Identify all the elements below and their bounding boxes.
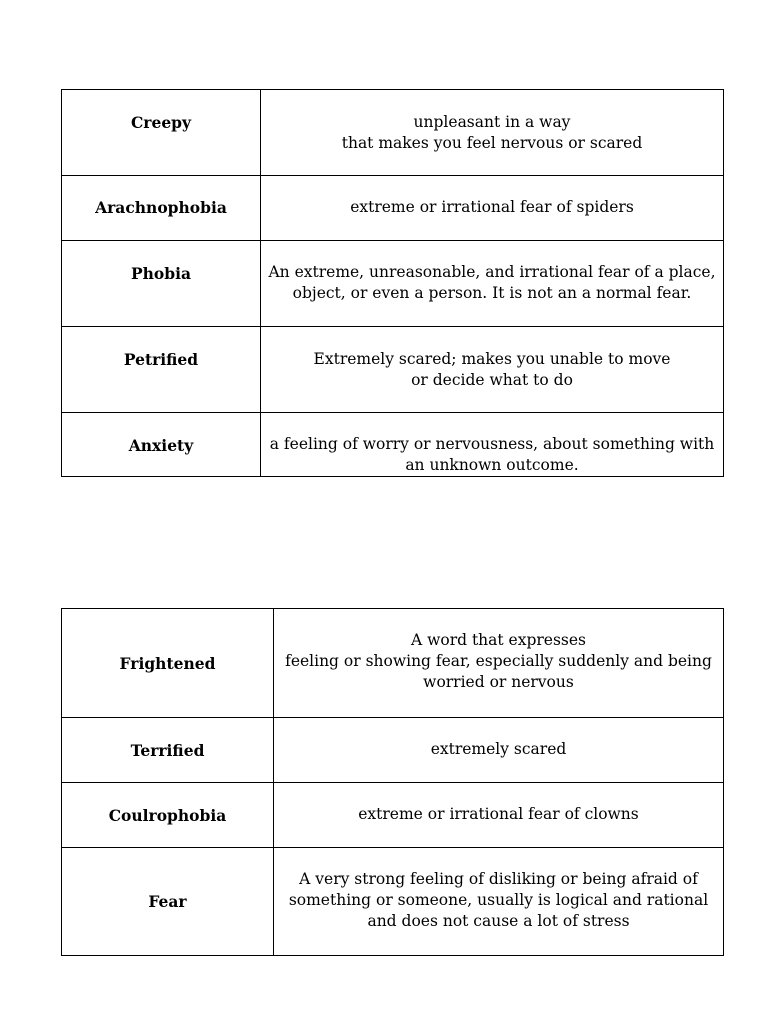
definition-cell: An extreme, unreasonable, and irrational fear of a place, object, or even a person. It is not an a normal fear. bbox=[261, 241, 724, 327]
term-cell: Arachnophobia bbox=[62, 176, 261, 241]
definition-cell: A word that expresses feeling or showing fear, especially suddenly and being worried or nervous bbox=[274, 609, 724, 718]
definition-cell: Extremely scared; makes you unable to move or decide what to do bbox=[261, 327, 724, 413]
table-row bbox=[62, 718, 724, 783]
definition-cell: extremely scared bbox=[274, 718, 724, 783]
term-cell: Phobia bbox=[62, 241, 261, 327]
vocabulary-table-1 bbox=[61, 89, 724, 477]
definition-cell: extreme or irrational fear of spiders bbox=[261, 176, 724, 241]
vocabulary-table-2 bbox=[61, 608, 724, 956]
term-cell: Coulrophobia bbox=[62, 783, 274, 848]
table-row bbox=[62, 327, 724, 413]
definition-cell: a feeling of worry or nervousness, about something with an unknown outcome. bbox=[261, 413, 724, 477]
term-cell: Frightened bbox=[62, 609, 274, 718]
term-cell: Anxiety bbox=[62, 413, 261, 477]
definition-cell: extreme or irrational fear of clowns bbox=[274, 783, 724, 848]
table-row bbox=[62, 241, 724, 327]
table-row bbox=[62, 848, 724, 956]
table-row bbox=[62, 413, 724, 477]
table-row bbox=[62, 609, 724, 718]
term-cell: Petrified bbox=[62, 327, 261, 413]
definition-cell: A very strong feeling of disliking or being afraid of something or someone, usually is logical and rational and does not cause a lot of stress bbox=[274, 848, 724, 956]
term-cell: Creepy bbox=[62, 90, 261, 176]
term-cell: Terrified bbox=[62, 718, 274, 783]
definition-cell: unpleasant in a way that makes you feel nervous or scared bbox=[261, 90, 724, 176]
table-row bbox=[62, 783, 724, 848]
table-row bbox=[62, 90, 724, 176]
term-cell: Fear bbox=[62, 848, 274, 956]
table-row bbox=[62, 176, 724, 241]
